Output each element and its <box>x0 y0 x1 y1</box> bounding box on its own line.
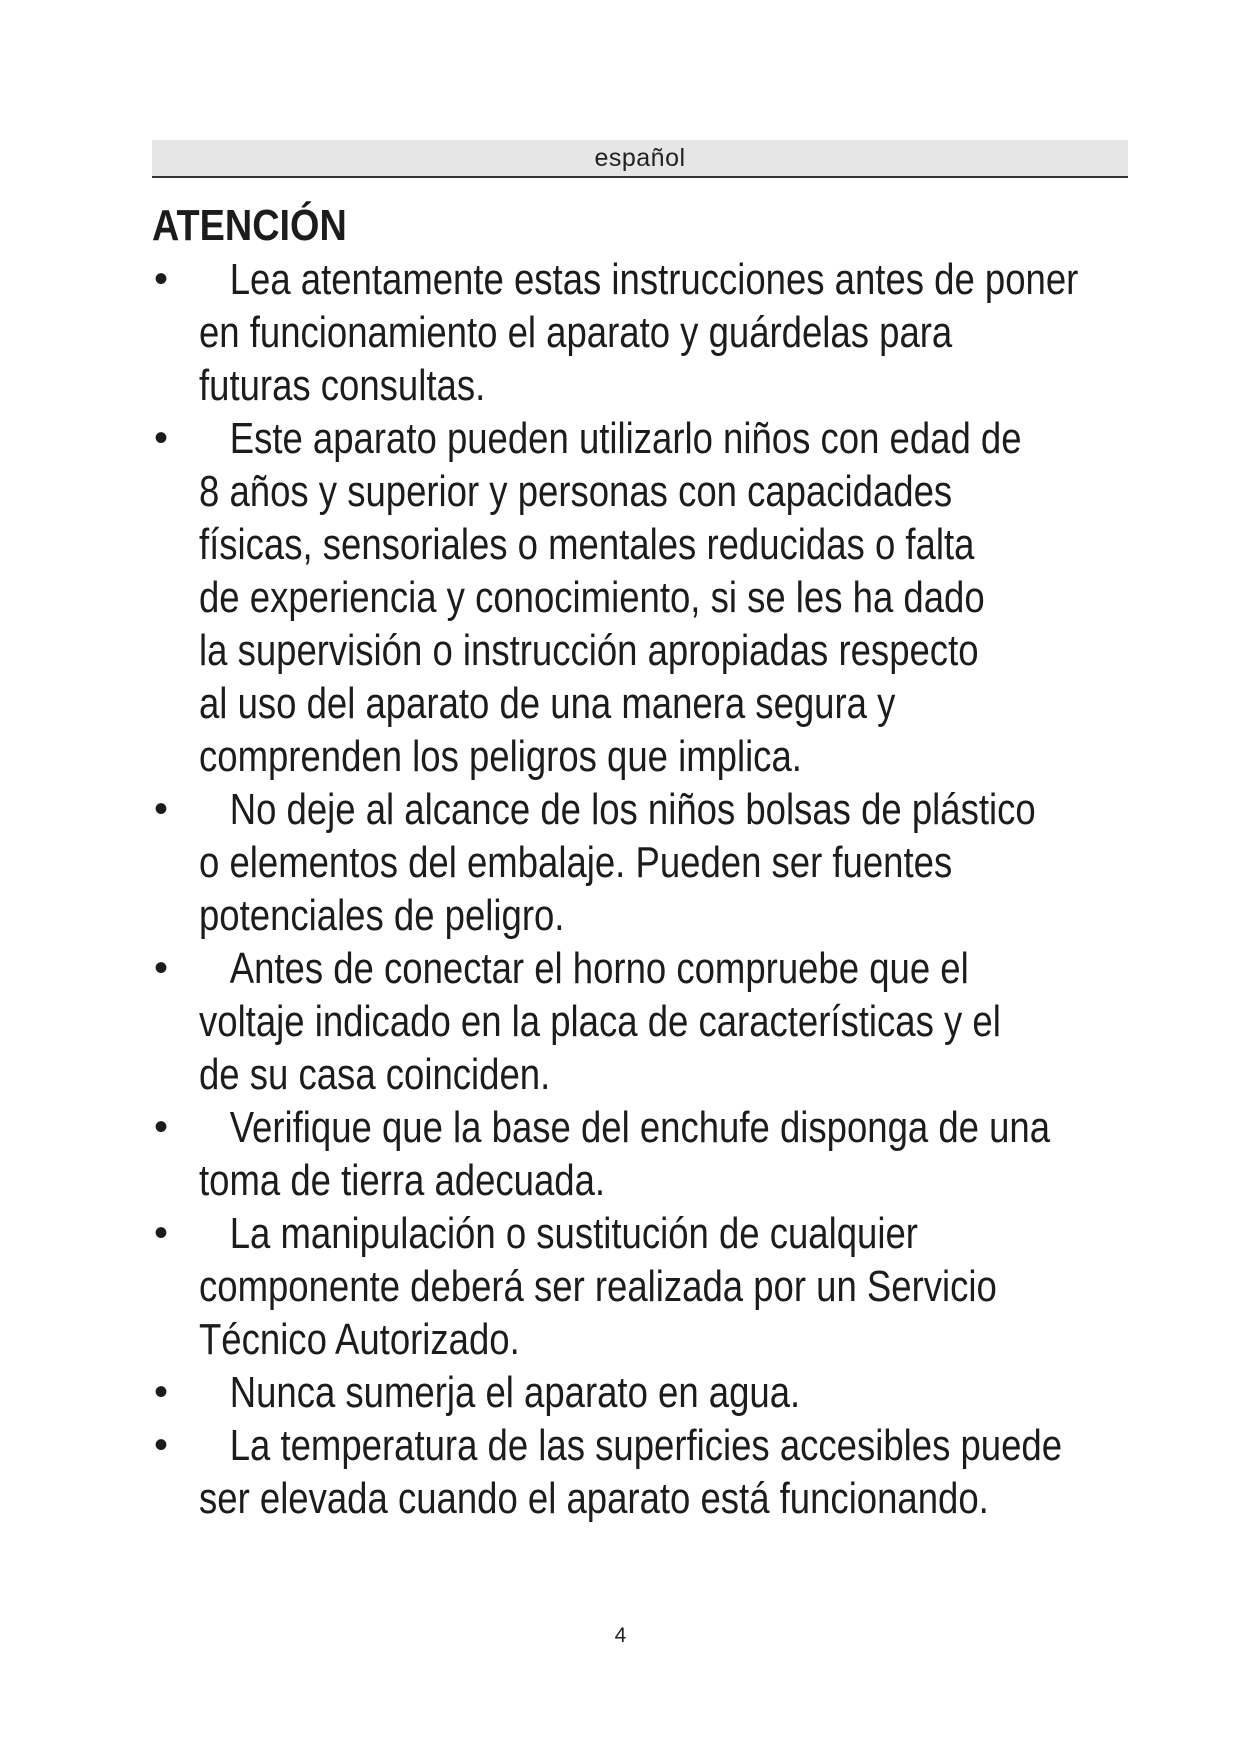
list-item <box>152 1101 1232 1207</box>
list-item <box>152 1207 1232 1366</box>
language-label: español <box>594 144 686 172</box>
warning-text: Verifique que la base del enchufe disponga de una toma de tierra adecuada. <box>199 1103 1051 1205</box>
list-item <box>152 942 1232 1101</box>
list-item <box>152 1419 1232 1525</box>
warning-text: La manipulación o sustitución de cualquier componente deberá ser realizada por un Servicio Técnico Autorizado. <box>199 1209 997 1364</box>
list-item <box>152 253 1232 412</box>
bullet-icon: • <box>154 787 169 831</box>
list-item <box>152 412 1232 783</box>
page-title: ATENCIÓN <box>152 201 347 250</box>
warning-text: Lea atentamente estas instrucciones antes de poner en funcionamiento el aparato y guárdelas para futuras consultas. <box>199 255 1079 410</box>
bullet-icon: • <box>154 257 169 301</box>
bullet-icon: • <box>154 416 169 460</box>
warning-text: No deje al alcance de los niños bolsas de plástico o elementos del embalaje. Pueden ser fuentes potenciales de peligro. <box>199 785 1036 940</box>
bullet-icon: • <box>154 1211 169 1255</box>
bullet-icon: • <box>154 1105 169 1149</box>
warning-text: Antes de conectar el horno compruebe que el voltaje indicado en la placa de características y el de su casa coinciden. <box>199 944 1001 1099</box>
warning-text: La temperatura de las superficies accesibles puede ser elevada cuando el aparato está funcionando. <box>199 1421 1063 1523</box>
list-item <box>152 1366 1232 1419</box>
language-header <box>152 140 1128 178</box>
page-number: 4 <box>614 1624 627 1647</box>
bullet-icon: • <box>154 946 169 990</box>
warning-list <box>152 253 1232 1525</box>
warning-text: Este aparato pueden utilizarlo niños con edad de 8 años y superior y personas con capacidades físicas, sensoriales o mentales reducidas o falta de experiencia y conocimiento, si se les ha dado la supervisión o instrucción apropiadas respecto al uso del aparato de una manera segura y comprenden los peligros que implica. <box>199 414 1022 781</box>
bullet-icon: • <box>154 1370 169 1414</box>
bullet-icon: • <box>154 1423 169 1467</box>
list-item <box>152 783 1232 942</box>
warning-text: Nunca sumerja el aparato en agua. <box>229 1368 801 1417</box>
